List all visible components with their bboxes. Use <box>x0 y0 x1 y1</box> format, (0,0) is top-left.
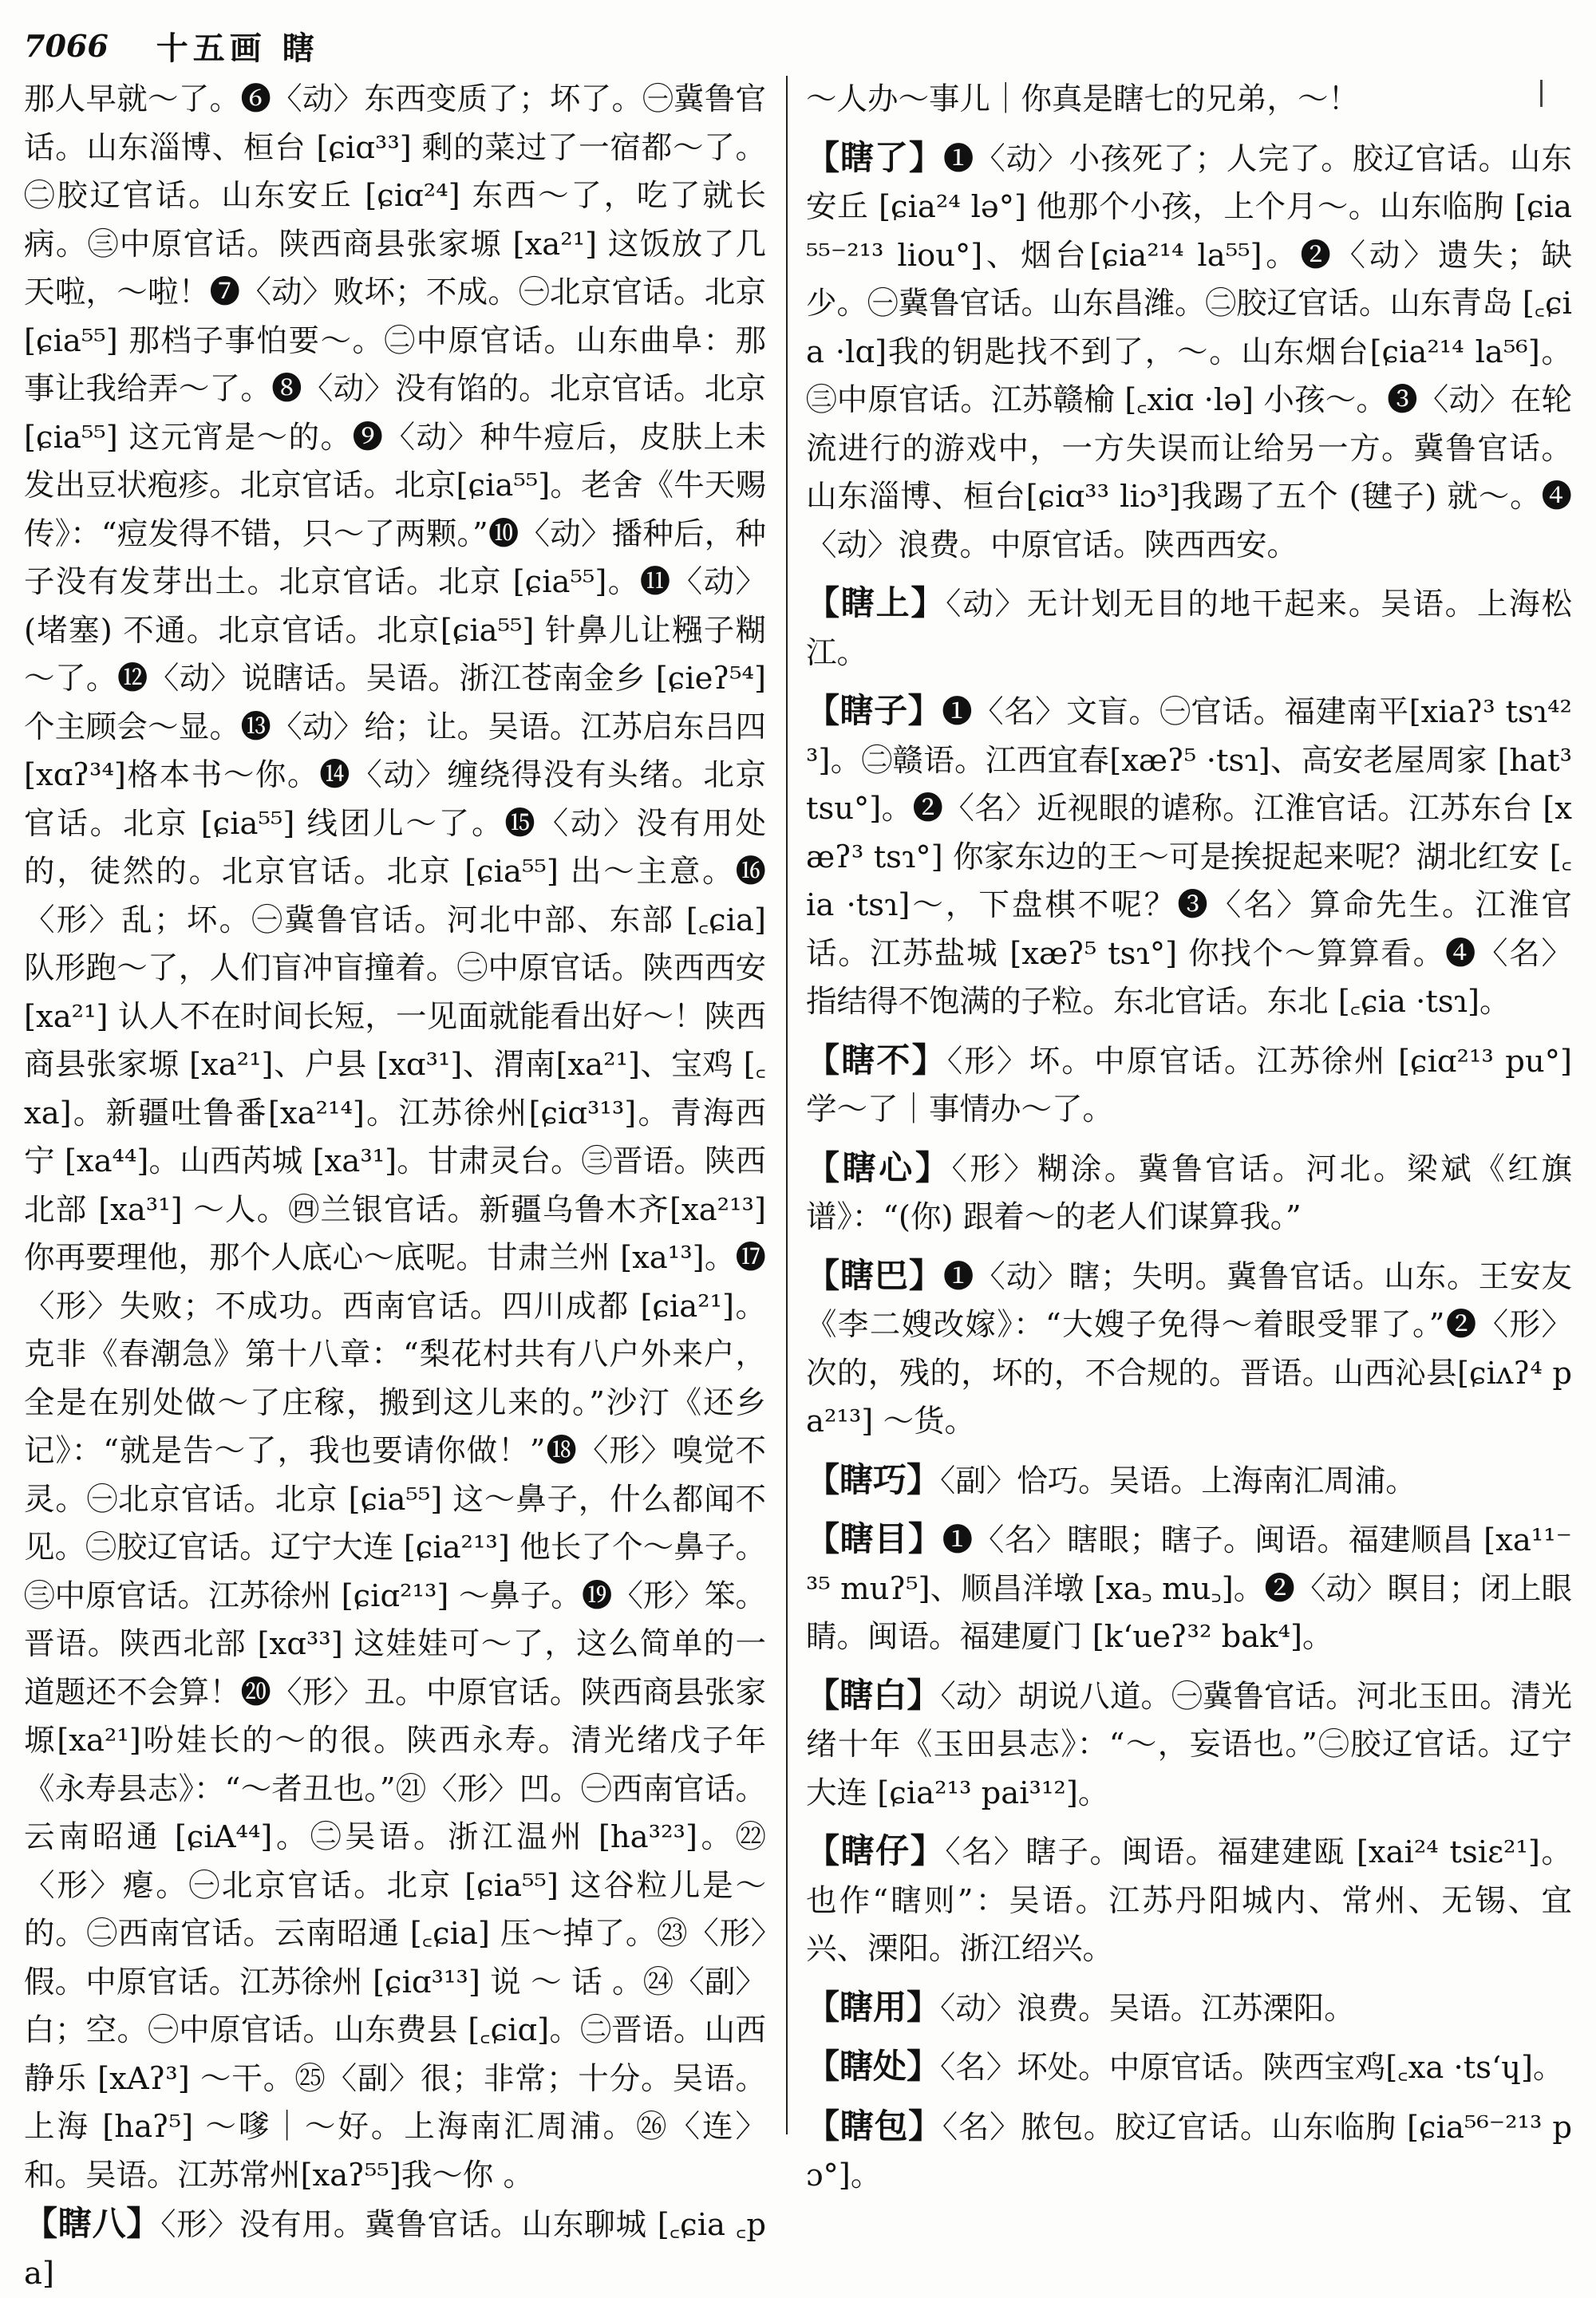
entry-definition: 〈动〉浪费。吴语。江苏溧阳。 <box>940 1990 1355 2027</box>
entry-headword: 【瞎八】 <box>24 2204 161 2243</box>
left-column <box>24 76 766 2292</box>
dictionary-entry <box>806 1036 1572 1135</box>
entry-definition: 〈形〉坏。中原官话。江苏徐州 [ɕiɑ²¹³ pu°] 学～了｜事情办～了。 <box>806 1043 1572 1127</box>
entry-headword: 【瞎白】 <box>806 1675 941 1715</box>
entry-headword: 【瞎处】 <box>806 2047 941 2086</box>
entry-headword: 【瞎了】 <box>806 137 943 177</box>
continued-paragraph: ～人办～事儿｜你真是瞎七的兄弟，～！ <box>806 81 1360 117</box>
entry-definition: ❶〈动〉瞎；失明。冀鲁官话。山东。王安友《李二嫂改嫁》：“大嫂子免得～着眼受罪了。”❷〈形〉次的，残的，坏的，不合规的。晋语。山西沁县[ɕiʌʔ⁴ pa²¹³] ～货。 <box>806 1258 1572 1439</box>
entry-definition: ❶〈名〉瞎眼；瞎子。闽语。福建顺昌 [xa¹¹⁻³⁵ muʔ⁵]、顺昌洋墩 [xa꜆ mu꜆]。❷〈动〉瞑目；闭上眼睛。闽语。福建厦门 [k‘ueʔ³² bak⁴]。 <box>806 1522 1572 1655</box>
right-column <box>806 76 1572 2193</box>
page-number: 7066 <box>24 27 109 64</box>
entry-definition: ❶〈动〉小孩死了；人完了。胶辽官话。山东安丘 [ɕia²⁴ lə°] 他那个小孩，上个月～。山东临朐 [ɕia⁵⁵⁻²¹³ liou°]、烟台[ɕia²¹⁴ la⁵⁵]。❷〈动〉遗失；缺少。㊀冀鲁官话。山东昌潍。㊁胶辽官话。山东青岛 [꜀ɕia ·lɑ]我的钥匙找不到了，～。山东烟台[ɕia²¹⁴ la⁵⁶]。㊂中原官话。江苏赣榆 [꜀xiɑ ·lə] 小孩～。❸〈动〉在轮流进行的游戏中，一方失误而让给另一方。冀鲁官话。山东淄博、桓台[ɕiɑ³³ liɔ³]我踢了五个 (毽子) 就～。❹〈动〉浪费。中原官话。陕西西安。 <box>806 140 1572 563</box>
entry-definition: 〈副〉恰巧。吴语。上海南汇周浦。 <box>940 1463 1416 1499</box>
dictionary-entry <box>24 2200 766 2298</box>
dictionary-entry <box>806 1515 1572 1662</box>
entry-headword: 【瞎目】 <box>806 1519 942 1558</box>
entry-headword: 【瞎包】 <box>806 2106 942 2146</box>
column-divider <box>786 76 788 2134</box>
entry-definition: 〈名〉脓包。胶辽官话。山东临朐 [ɕia⁵⁶⁻²¹³ pɔ°]。 <box>806 2109 1572 2193</box>
dictionary-entry <box>806 1144 1572 1242</box>
page-header-title: 十五画 瞎 <box>156 29 319 67</box>
entry-headword: 【瞎不】 <box>806 1040 947 1080</box>
dictionary-entry <box>806 1672 1572 1818</box>
dictionary-entry <box>806 134 1572 571</box>
entry-definition: ❶〈名〉文盲。㊀官话。福建南平[xiaʔ³ tsɿ⁴²³]。㊁赣语。江西宜春[xæʔ⁵ ·tsɿ]、高安老屋周家 [hat³ tsu°]。❷〈名〉近视眼的谑称。江淮官话。江苏东台 [xæʔ³ tsɿ°] 你家东边的王～可是挨捉起来呢？湖北红安 [꜀ia ·tsɿ]～，下盘棋不呢？❸〈名〉算命先生。江淮官话。江苏盐城 [xæʔ⁵ tsɿ°] 你找个～算算看。❹〈名〉指结得不饱满的子粒。东北官话。东北 [꜀ɕia ·tsɿ]。 <box>806 694 1572 1020</box>
entry-headword: 【瞎巴】 <box>806 1255 943 1295</box>
entry-headword: 【瞎子】 <box>806 691 942 730</box>
continued-paragraph: 那人早就～了。❻〈动〉东西变质了；坏了。㊀冀鲁官话。山东淄博、桓台 [ɕiɑ³³] 剩的菜过了一宿都～了。㊁胶辽官话。山东安丘 [ɕiɑ²⁴] 东西～了，吃了就长病。㊂中原官话。陕西商县张家塬 [xa²¹] 这饭放了几天啦，～啦！❼〈动〉败坏；不成。㊀北京官话。北京 [ɕia⁵⁵] 那档子事怕要～。㊁中原官话。山东曲阜：那事让我给弄～了。❽〈动〉没有馅的。北京官话。北京 [ɕia⁵⁵] 这元宵是～的。❾〈动〉种牛痘后，皮肤上未发出豆状疱疹。北京官话。北京[ɕia⁵⁵]。老舍《牛天赐传》：“痘发得不错，只～了两颗。”❿〈动〉播种后，种子没有发芽出土。北京官话。北京 [ɕia⁵⁵]。⓫〈动〉(堵塞) 不通。北京官话。北京[ɕia⁵⁵] 针鼻儿让糨子糊～了。⓬〈动〉说瞎话。吴语。浙江苍南金乡 [ɕieʔ⁵⁴] 个主顾会～显。⓭〈动〉给；让。吴语。江苏启东吕四 [xɑʔ³⁴]格本书～你。⓮〈动〉缠绕得没有头绪。北京官话。北京 [ɕia⁵⁵] 线团儿～了。⓯〈动〉没有用处的，徒然的。北京官话。北京 [ɕia⁵⁵] 出～主意。⓰〈形〉乱；坏。㊀冀鲁官话。河北中部、东部 [꜀ɕia] 队形跑～了，人们盲冲盲撞着。㊁中原官话。陕西西安 [xa²¹] 认人不在时间长短，一见面就能看出好～！陕西商县张家塬 [xa²¹]、户县 [xɑ³¹]、渭南[xa²¹]、宝鸡 [꜀xa]。新疆吐鲁番[xa²¹⁴]。江苏徐州[ɕiɑ³¹³]。青海西宁 [xa⁴⁴]。山西芮城 [xa³¹]。甘肃灵台。㊂晋语。陕西北部 [xa³¹] ～人。㊃兰银官话。新疆乌鲁木齐[xa²¹³]你再要理他，那个人底心～底呢。甘肃兰州 [xa¹³]。⓱〈形〉失败；不成功。西南官话。四川成都 [ɕia²¹]。克非《春潮急》第十八章：“梨花村共有八户外来户，全是在别处做～了庄稼，搬到这儿来的。”沙汀《还乡记》：“就是告～了，我也要请你做！”⓲〈形〉嗅觉不灵。㊀北京官话。北京 [ɕia⁵⁵] 这～鼻子，什么都闻不见。㊁胶辽官话。辽宁大连 [ɕia²¹³] 他长了个～鼻子。㊂中原官话。江苏徐州 [ɕiɑ²¹³] ～鼻子。⓳〈形〉笨。晋语。陕西北部 [xɑ³³] 这娃娃可～了，这么简单的一道题还不会算！⓴〈形〉丑。中原官话。陕西商县张家塬[xa²¹]吩娃长的～的很。陕西永寿。清光绪戊子年《永寿县志》：“～者丑也。”㉑〈形〉凹。㊀西南官话。云南昭通 [ɕiA⁴⁴]。㊁吴语。浙江温州 [ha³²³]。㉒〈形〉瘪。㊀北京官话。北京 [ɕia⁵⁵] 这谷粒儿是～的。㊁西南官话。云南昭通 [꜀ɕia] 压～掉了。㉓〈形〉假。中原官话。江苏徐州 [ɕiɑ³¹³] 说 ～ 话 。㉔〈副〉白；空。㊀中原官话。山东费县 [꜀ɕiɑ]。㊁晋语。山西静乐 [xAʔ³] ～干。㉕〈副〉很；非常；十分。吴语。上海 [haʔ⁵] ～嗲｜～好。上海南汇周浦。㉖〈连〉和。吴语。江苏常州[xaʔ⁵⁵]我～你 。 <box>24 81 766 2193</box>
dictionary-entry <box>806 687 1572 1027</box>
entry-definition: 〈形〉糊涂。冀鲁官话。河北。梁斌《红旗谱》：“(你) 跟着～的老人们谋算我。” <box>806 1151 1572 1235</box>
entry-headword: 【瞎仔】 <box>806 1831 946 1870</box>
dictionary-entry <box>806 2043 1572 2093</box>
dictionary-entry <box>806 2103 1572 2201</box>
entry-definition: 〈名〉坏处。中原官话。陕西宝鸡[꜀xa ·ts‘ɥ]。 <box>940 2050 1564 2086</box>
entry-headword: 【瞎上】 <box>806 583 946 622</box>
dictionary-entry <box>806 579 1572 677</box>
entry-definition: 〈动〉无计划无目的地干起来。吴语。上海松江。 <box>806 586 1572 671</box>
page-header <box>24 18 1572 73</box>
entry-headword: 【瞎巧】 <box>806 1459 941 1499</box>
dictionary-entry <box>806 1252 1572 1447</box>
dictionary-entry <box>806 1456 1572 1506</box>
entry-headword: 【瞎用】 <box>806 1987 941 2027</box>
dictionary-entry <box>806 1827 1572 1974</box>
entry-headword: 【瞎心】 <box>806 1147 952 1187</box>
dictionary-entry <box>806 1984 1572 2034</box>
entry-definition: 〈动〉胡说八道。㊀冀鲁官话。河北玉田。清光绪十年《玉田县志》：“～，妄语也。”㊁胶辽官话。辽宁大连 [ɕia²¹³ pai³¹²]。 <box>806 1678 1572 1811</box>
entry-definition: 〈名〉瞎子。闽语。福建建瓯 [xai²⁴ tsiɛ²¹]。也作“瞎则”：吴语。江苏丹阳城内、常州、无锡、宜兴、溧阳。浙江绍兴。 <box>806 1834 1572 1967</box>
entry-definition: 〈形〉没有用。冀鲁官话。山东聊城 [꜀ɕia ꜀pa] <box>24 2207 766 2292</box>
